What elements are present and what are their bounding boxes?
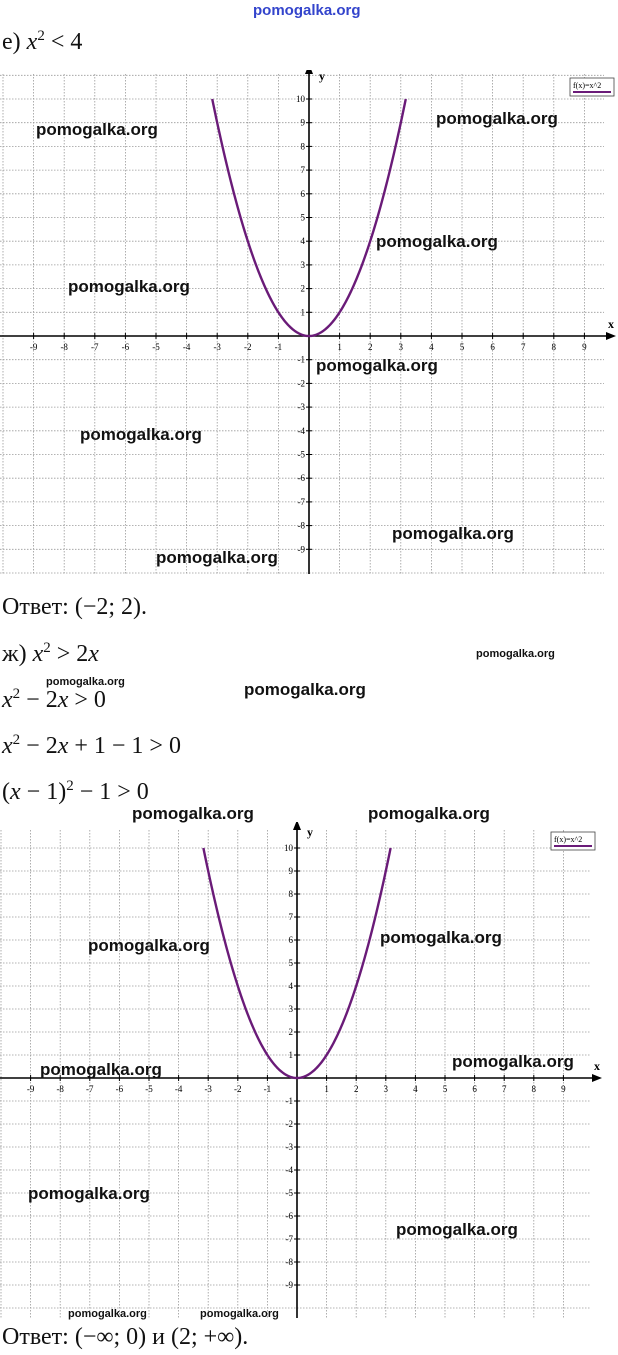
x-tick-label: 9 — [582, 342, 587, 352]
watermark: pomogalka.org — [88, 936, 210, 955]
watermark: pomogalka.org — [68, 277, 190, 296]
y-axis-arrow — [305, 70, 313, 74]
x-tick-label: 2 — [353, 1084, 359, 1094]
x-tick-label: -2 — [244, 342, 252, 352]
y-tick-label: -3 — [297, 402, 305, 413]
math-text: − 2 — [20, 733, 58, 759]
part-e-inequality — [2, 28, 82, 56]
y-tick-label: 4 — [288, 981, 293, 991]
math-exponent: 2 — [12, 686, 21, 702]
x-tick-label: 5 — [442, 1084, 448, 1094]
y-tick-label: -1 — [297, 354, 305, 365]
x-tick-label: -6 — [121, 342, 130, 352]
part-e-var: x — [26, 29, 38, 55]
x-tick-label: -1 — [263, 1084, 272, 1094]
y-tick-label: -6 — [297, 473, 305, 484]
watermark: pomogalka.org — [132, 804, 254, 823]
y-tick-label: 8 — [300, 141, 305, 152]
watermark: pomogalka.org — [392, 524, 514, 543]
y-tick-label: 7 — [288, 912, 293, 922]
watermark: pomogalka.org — [68, 1308, 147, 1320]
part-zh-line-4 — [2, 778, 149, 806]
watermark: pomogalka.org — [376, 232, 498, 251]
x-tick-label: -8 — [60, 342, 68, 352]
part-zh-line-2 — [2, 686, 106, 714]
y-tick-label: 1 — [288, 1050, 293, 1060]
watermark: pomogalka.org — [40, 1060, 162, 1079]
math-text: − 1 > 0 — [73, 779, 149, 805]
x-axis-label: x — [608, 317, 614, 331]
y-tick-label: 9 — [300, 117, 305, 128]
x-tick-label: -9 — [26, 1084, 35, 1094]
x-tick-label: -9 — [29, 342, 38, 352]
x-tick-label: 8 — [531, 1084, 537, 1094]
math-text: > 2 — [50, 641, 89, 667]
y-tick-label: -9 — [297, 544, 305, 555]
math-text: − 2 — [20, 687, 58, 713]
x-tick-label: 1 — [337, 342, 342, 352]
y-tick-label: -4 — [285, 1165, 293, 1175]
y-tick-label: -7 — [285, 1234, 293, 1244]
watermark: pomogalka.org — [244, 680, 366, 699]
y-tick-label: 2 — [300, 283, 305, 294]
part-e-prefix: е) — [2, 29, 27, 55]
x-tick-label: -6 — [115, 1084, 124, 1094]
y-tick-label: 5 — [300, 212, 305, 223]
y-tick-label: -8 — [285, 1257, 293, 1267]
y-tick-label: -8 — [297, 520, 305, 531]
math-exponent: 2 — [66, 778, 74, 794]
y-tick-label: -4 — [297, 425, 305, 436]
x-tick-label: -5 — [152, 342, 160, 352]
x-axis-arrow — [606, 332, 616, 340]
y-tick-label: -2 — [285, 1119, 293, 1129]
math-text: + 1 − 1 > 0 — [68, 733, 181, 759]
math-var: x — [10, 779, 21, 805]
x-tick-label: 2 — [367, 342, 373, 352]
x-tick-label: -2 — [234, 1084, 242, 1094]
y-axis-arrow — [293, 822, 301, 830]
math-exponent: 2 — [12, 732, 21, 748]
watermark: pomogalka.org — [46, 676, 125, 688]
x-tick-label: 6 — [472, 1084, 477, 1094]
y-tick-label: 6 — [288, 935, 293, 945]
y-tick-label: -5 — [297, 449, 305, 460]
watermark: pomogalka.org — [380, 928, 502, 947]
x-tick-label: -4 — [174, 1084, 183, 1094]
x-tick-label: 4 — [413, 1084, 418, 1094]
y-tick-label: 5 — [288, 958, 293, 968]
y-tick-label: 3 — [300, 259, 305, 270]
math-var: x — [57, 687, 69, 713]
math-text: − 1) — [20, 779, 67, 805]
y-tick-label: -6 — [285, 1211, 293, 1221]
x-tick-label: 6 — [490, 342, 495, 352]
y-tick-label: 10 — [296, 94, 305, 104]
math-text: > 0 — [68, 687, 106, 713]
y-tick-label: 7 — [300, 165, 305, 176]
x-axis-label: x — [594, 1059, 600, 1073]
math-var: x — [57, 733, 69, 759]
math-var: x — [2, 733, 13, 759]
x-tick-label: -7 — [91, 342, 99, 352]
chart-parabola-1 — [0, 70, 618, 578]
x-tick-label: -4 — [182, 342, 191, 352]
watermark: pomogalka.org — [156, 548, 278, 567]
y-tick-label: 2 — [288, 1027, 293, 1037]
part-e-rest: < 4 — [44, 29, 83, 55]
x-tick-label: -3 — [204, 1084, 212, 1094]
watermark: pomogalka.org — [200, 1308, 279, 1320]
legend-label: f(x)=x^2 — [573, 81, 602, 90]
x-tick-label: -5 — [145, 1084, 153, 1094]
y-tick-label: -5 — [285, 1188, 293, 1198]
math-exponent: 2 — [43, 640, 51, 656]
y-tick-label: 8 — [288, 889, 293, 899]
y-tick-label: 9 — [288, 866, 293, 876]
x-tick-label: 7 — [501, 1084, 507, 1094]
math-var: x — [32, 641, 44, 667]
y-tick-label: 4 — [300, 236, 305, 247]
x-tick-label: -8 — [56, 1084, 64, 1094]
part-zh-line-1 — [2, 640, 99, 668]
site-header-watermark: pomogalka.org — [253, 2, 361, 19]
watermark: pomogalka.org — [368, 804, 490, 823]
math-text: ( — [2, 779, 10, 805]
x-axis-arrow — [592, 1074, 602, 1082]
x-tick-label: 1 — [324, 1084, 329, 1094]
part-zh-answer: Ответ: (−∞; 0) и (2; +∞). — [2, 1324, 249, 1350]
y-tick-label: 3 — [288, 1004, 293, 1014]
watermark: pomogalka.org — [80, 425, 202, 444]
x-tick-label: -3 — [213, 342, 221, 352]
y-axis-label: y — [307, 825, 313, 839]
x-tick-label: 5 — [459, 342, 465, 352]
y-tick-label: -7 — [297, 496, 305, 507]
watermark: pomogalka.org — [36, 120, 158, 139]
watermark: pomogalka.org — [396, 1220, 518, 1239]
y-tick-label: 6 — [300, 188, 305, 199]
watermark: pomogalka.org — [28, 1184, 150, 1203]
y-tick-label: -3 — [285, 1142, 293, 1152]
y-tick-label: 1 — [300, 307, 305, 318]
part-e-exponent: 2 — [37, 28, 45, 44]
y-tick-label: -2 — [297, 378, 305, 389]
y-tick-label: -1 — [285, 1096, 293, 1106]
math-var: x — [2, 687, 13, 713]
part-e-answer: Ответ: (−2; 2). — [2, 594, 148, 620]
x-tick-label: -7 — [86, 1084, 94, 1094]
watermark: pomogalka.org — [452, 1052, 574, 1071]
part-zh-prefix: ж) — [2, 641, 33, 667]
y-axis-label: y — [319, 70, 325, 83]
y-tick-label: -9 — [285, 1280, 293, 1290]
part-zh-line-3 — [2, 732, 181, 760]
x-tick-label: 9 — [561, 1084, 566, 1094]
legend-label: f(x)=x^2 — [554, 835, 583, 844]
x-tick-label: -1 — [274, 342, 283, 352]
x-tick-label: 7 — [520, 342, 526, 352]
watermark: pomogalka.org — [316, 356, 438, 375]
y-tick-label: 10 — [284, 843, 293, 853]
math-var: x — [88, 641, 99, 667]
x-tick-label: 4 — [429, 342, 434, 352]
watermark: pomogalka.org — [436, 109, 558, 128]
watermark: pomogalka.org — [476, 648, 555, 660]
x-tick-label: 3 — [383, 1084, 389, 1094]
x-tick-label: 8 — [551, 342, 557, 352]
x-tick-label: 3 — [398, 342, 404, 352]
